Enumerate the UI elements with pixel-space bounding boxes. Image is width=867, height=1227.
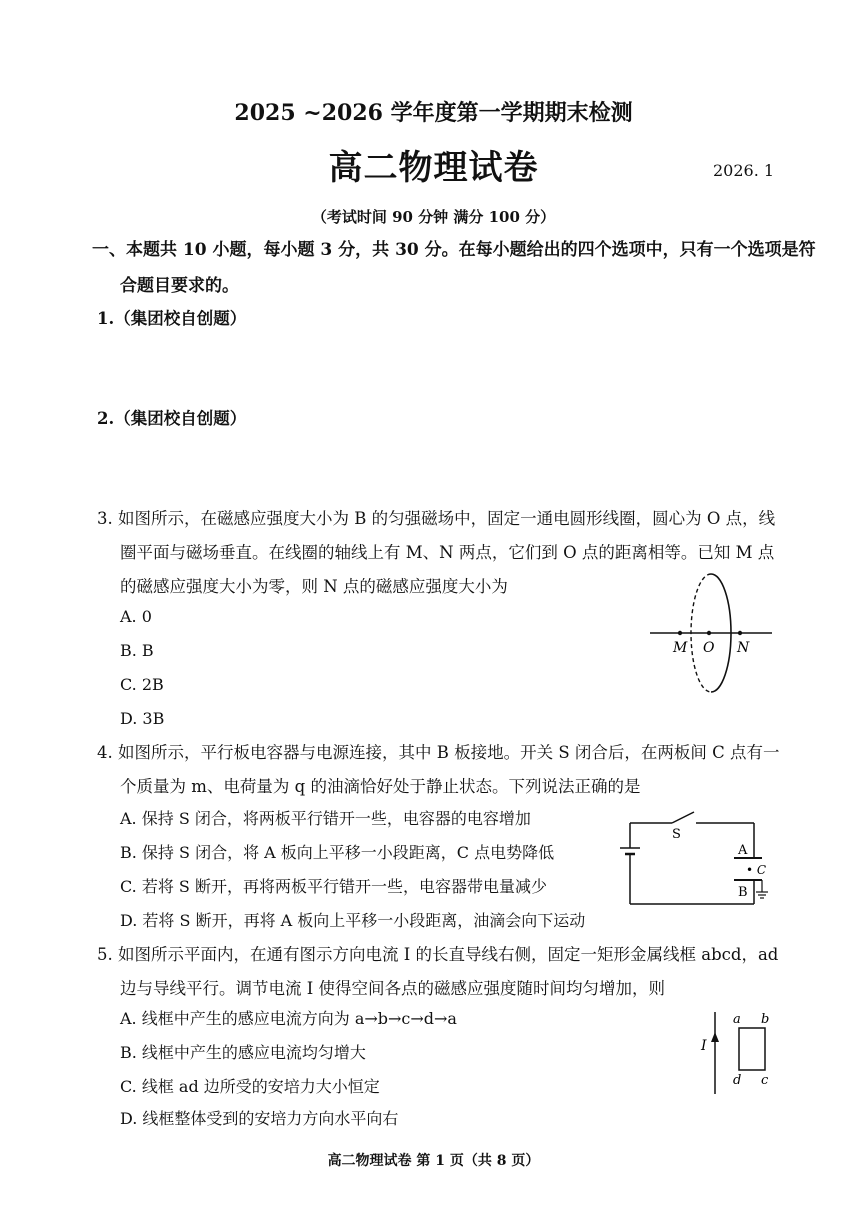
question-4-option-c: C. 若将 S 断开，再将两板平行错开一些，电容器带电量减少 xyxy=(120,877,547,896)
question-3-option-d: D. 3B xyxy=(120,709,165,728)
question-4-line1: 4. 如图所示，平行板电容器与电源连接，其中 B 板接地。开关 S 闭合后，在两板间 C 点有一 xyxy=(97,743,780,762)
exam-date: 2026. 1 xyxy=(713,161,775,180)
question-5-line1: 5. 如图所示平面内，在通有图示方向电流 I 的长直导线右侧，固定一矩形金属线框 abcd，ad xyxy=(97,945,779,964)
question-1: 1.（集团校自创题） xyxy=(97,309,247,328)
question-5-option-b: B. 线框中产生的感应电流均匀增大 xyxy=(120,1043,366,1062)
label-i: I xyxy=(701,1038,707,1054)
question-5-option-c: C. 线框 ad 边所受的安培力大小恒定 xyxy=(120,1077,380,1096)
label-a: A xyxy=(738,843,748,858)
question-4-line2: 个质量为 m、电荷量为 q 的油滴恰好处于静止状态。下列说法正确的是 xyxy=(120,777,641,796)
question-4-option-d: D. 若将 S 断开，再将 A 板向上平移一小段距离，油滴会向下运动 xyxy=(120,911,586,930)
question-3-option-b: B. B xyxy=(120,641,154,660)
question-3-line2: 圈平面与磁场垂直。在线圈的轴线上有 M、N 两点，它们到 O 点的距离相等。已知 M 点 xyxy=(120,543,775,562)
label-s: S xyxy=(672,827,681,842)
label-c: c xyxy=(761,1073,769,1088)
question-3-option-c: C. 2B xyxy=(120,675,164,694)
question-2: 2.（集团校自创题） xyxy=(97,409,247,428)
label-d: d xyxy=(733,1073,742,1088)
label-c: • C xyxy=(746,863,767,877)
question-4-option-b: B. 保持 S 闭合，将 A 板向上平移一小段距离，C 点电势降低 xyxy=(120,843,555,862)
point-m-dot xyxy=(678,631,682,635)
current-arrow-icon xyxy=(711,1032,719,1042)
question-4-option-a: A. 保持 S 闭合，将两板平行错开一些，电容器的电容增加 xyxy=(120,809,531,828)
question-5-line2: 边与导线平行。调节电流 I 使得空间各点的磁感应强度随时间均匀增加，则 xyxy=(120,979,666,998)
page-title: 高二物理试卷 xyxy=(328,148,539,188)
label-m: M xyxy=(673,640,688,656)
metal-frame-abcd xyxy=(739,1028,765,1070)
question-3-option-a: A. 0 xyxy=(120,607,152,626)
switch-s xyxy=(672,812,694,823)
question-3-figure xyxy=(645,570,775,696)
question-5-option-d: D. 线框整体受到的安培力方向水平向右 xyxy=(120,1109,399,1128)
label-a: a xyxy=(733,1012,741,1027)
question-4-figure xyxy=(612,808,772,918)
question-3-line3: 的磁感应强度大小为零，则 N 点的磁感应强度大小为 xyxy=(120,577,508,596)
exam-info: （考试时间 90 分钟 满分 100 分） xyxy=(311,208,556,226)
page-footer: 高二物理试卷 第 1 页（共 8 页） xyxy=(327,1153,540,1169)
label-b: B xyxy=(738,885,748,900)
section-instructions-line2: 合题目要求的。 xyxy=(120,276,239,296)
label-n: N xyxy=(737,640,750,656)
label-b: b xyxy=(761,1012,770,1027)
point-n-dot xyxy=(738,631,742,635)
point-o-dot xyxy=(707,631,711,635)
question-5-option-a: A. 线框中产生的感应电流方向为 a→b→c→d→a xyxy=(120,1009,457,1028)
section-instructions-line1: 一、本题共 10 小题，每小题 3 分，共 30 分。在每小题给出的四个选项中，只有一个选项是符 xyxy=(92,240,816,260)
question-5-figure xyxy=(695,1008,785,1098)
question-3-line1: 3. 如图所示，在磁感应强度大小为 B 的匀强磁场中，固定一通电圆形线圈，圆心为 O 点，线 xyxy=(97,509,776,528)
label-o: O xyxy=(703,640,715,656)
exam-subtitle: 2025 ~2026 学年度第一学期期末检测 xyxy=(234,100,633,126)
